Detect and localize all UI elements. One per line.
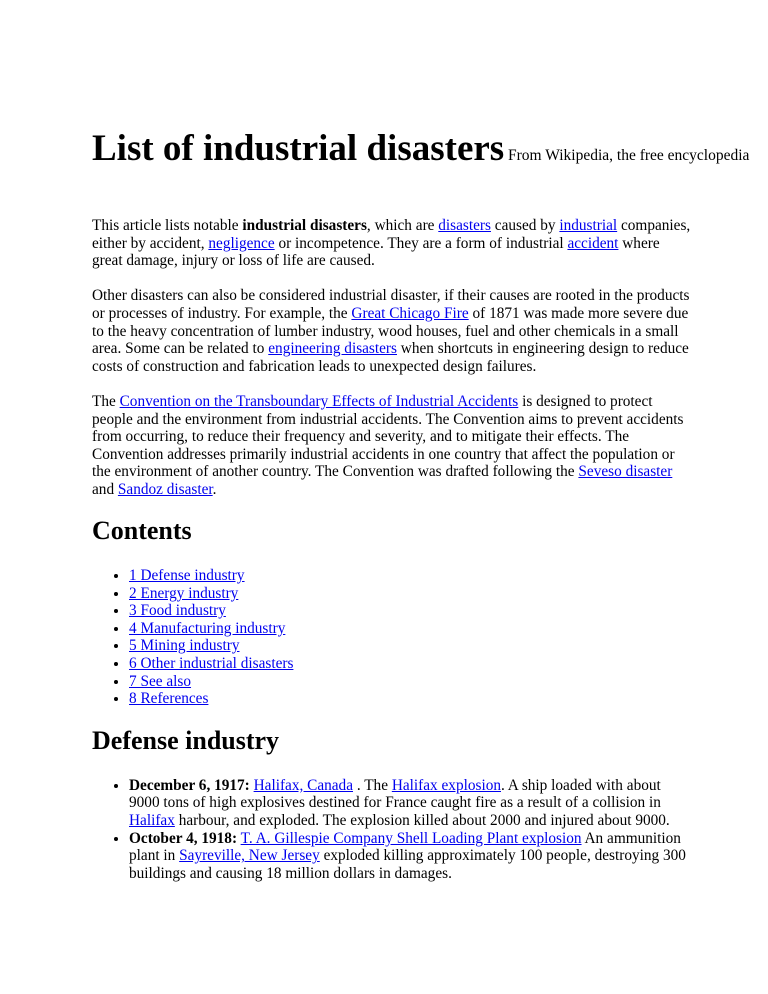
contents-item [129, 567, 692, 585]
text: The [92, 392, 120, 410]
text: exploded killing approximately 100 people, destroying 300 buildings and causing 18 million dollars in damages. [129, 847, 686, 882]
defense-list [92, 777, 692, 883]
contents-item [129, 655, 692, 673]
text: or incompetence. They are a form of industrial [274, 234, 568, 252]
article-link[interactable]: Convention on the Transboundary Effects of Industrial Accidents [119, 392, 519, 410]
contents-heading: Contents [92, 516, 192, 546]
text: and [92, 480, 118, 498]
contents-link[interactable]: 7 See also [129, 672, 192, 690]
article-link[interactable]: Seveso disaster [578, 463, 673, 481]
article [92, 0, 750, 900]
defense-heading: Defense industry [92, 725, 280, 755]
contents-link[interactable]: 3 Food industry [129, 602, 226, 620]
contents-item [129, 602, 692, 620]
text: Other disasters can also be considered industrial disaster, if their causes are rooted in the products or processes of industry. For example, the [92, 287, 690, 322]
article-link[interactable]: engineering disasters [268, 340, 397, 358]
article-link[interactable]: Sayreville, New Jersey [179, 847, 320, 865]
contents-link[interactable]: 8 References [129, 690, 209, 708]
text: when shortcuts in engineering design to reduce costs of construction and fabrication leads to unexpected design failures. [92, 340, 689, 375]
article-link[interactable]: Sandoz disaster [117, 480, 213, 498]
article-link[interactable]: Halifax, Canada [253, 776, 353, 794]
contents-link[interactable]: 5 Mining industry [129, 637, 240, 655]
bold-text: December 6, 1917: [129, 776, 250, 794]
article-link[interactable]: T. A. Gillespie Company Shell Loading Plant explosion [240, 829, 582, 847]
contents-item [129, 690, 692, 708]
contents-item [129, 673, 692, 691]
article-link[interactable]: accident [567, 234, 619, 252]
bold-text: industrial disasters [242, 217, 367, 234]
text: . A ship loaded with about 9000 tons of high explosives destined for France caught fire as a result of a collision in [129, 776, 661, 812]
contents-item [129, 620, 692, 638]
text: companies, either by accident, [92, 217, 691, 252]
text: This article lists notable [92, 217, 243, 234]
text: of 1871 was made more severe due to the heavy concentration of lumber industry, wood houses, fuel and other chemicals in a small area. Some can be related to [92, 304, 689, 358]
contents-link[interactable]: 4 Manufacturing industry [129, 619, 286, 637]
article-link[interactable]: industrial [559, 217, 618, 234]
title-row [92, 128, 750, 170]
contents-link[interactable]: 1 Defense industry [129, 567, 245, 585]
intro-paragraph [92, 217, 692, 270]
contents-item [129, 637, 692, 655]
bold-text: October 4, 1918: [129, 829, 238, 847]
contents-link[interactable]: 6 Other industrial disasters [129, 655, 294, 673]
text: . [212, 480, 217, 498]
text: An ammunition plant in [129, 829, 681, 865]
disaster-item [129, 830, 692, 883]
article-link[interactable]: Great Chicago Fire [351, 304, 469, 322]
text: where great damage, injury or loss of life are caused. [92, 234, 660, 270]
text: . The [353, 776, 392, 794]
page-subtitle: From Wikipedia, the free encyclopedia [508, 147, 750, 164]
text: caused by [490, 217, 560, 234]
text: , which are [366, 217, 439, 234]
contents-item [129, 585, 692, 603]
context-paragraph [92, 287, 692, 375]
contents-link[interactable]: 2 Energy industry [129, 584, 239, 602]
convention-paragraph [92, 393, 692, 499]
text: is designed to protect people and the environment from industrial accidents. The Convention aims to prevent accidents from occurring, to reduce their frequency and severity, and to mitigate their effects. The Convention addresses primarily industrial accidents in one country that affect the population or the environment of another country. The Convention was drafted following the [92, 392, 684, 481]
disaster-item [129, 777, 692, 830]
page-title: List of industrial disasters [92, 128, 505, 169]
contents-list [92, 567, 692, 708]
article-link[interactable]: disasters [438, 217, 491, 234]
article-link[interactable]: Halifax [129, 812, 175, 830]
article-link[interactable]: Halifax explosion [391, 776, 501, 794]
article-link[interactable]: negligence [208, 234, 275, 252]
text: harbour, and exploded. The explosion killed about 2000 and injured about 9000. [174, 812, 670, 830]
